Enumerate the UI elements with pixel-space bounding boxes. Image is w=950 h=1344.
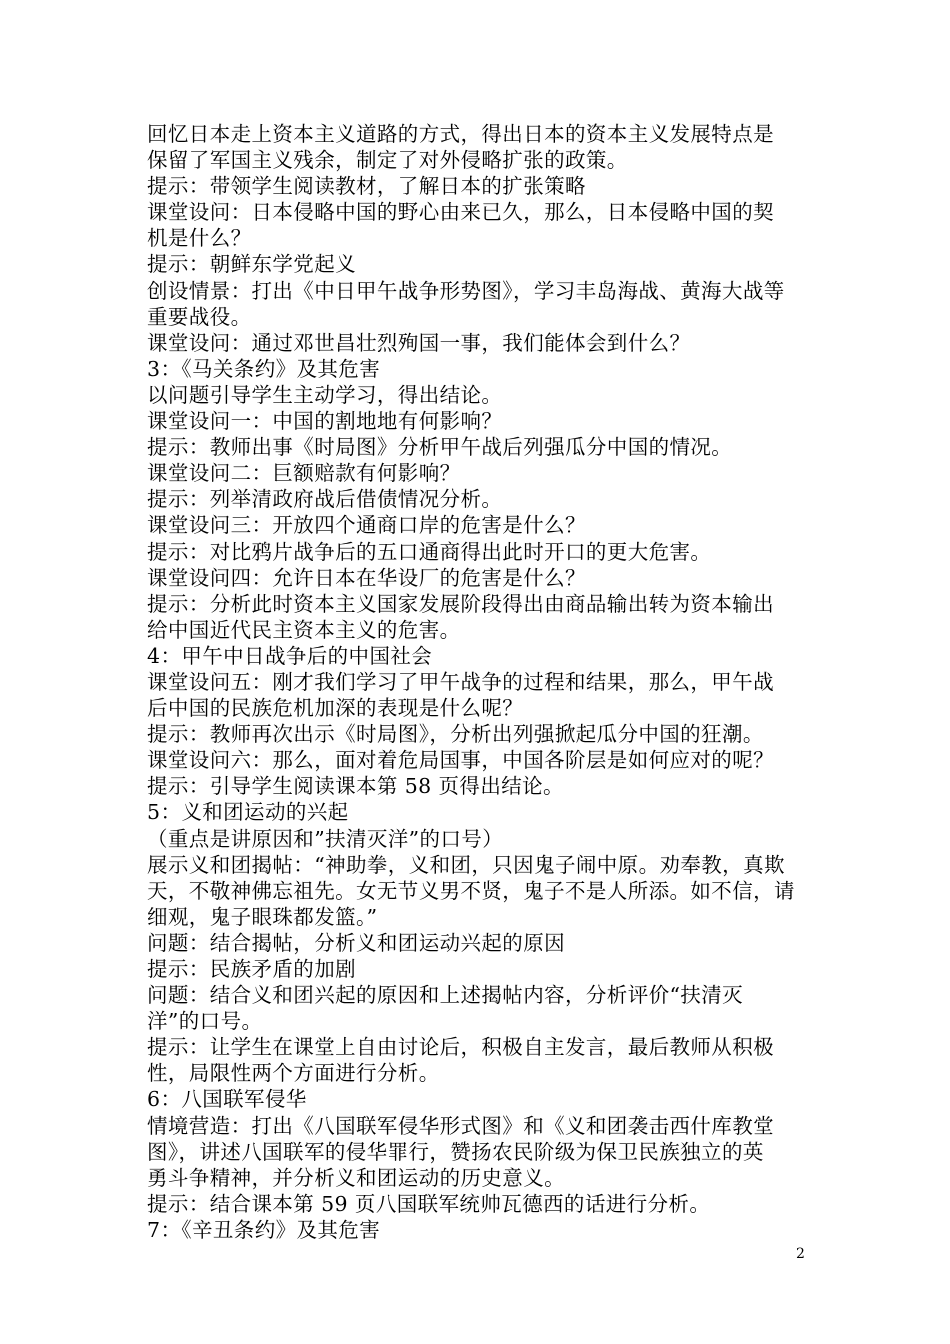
text-line: 问题：结合揭帖，分析义和团运动兴起的原因 [147,930,565,955]
text-line: 洋”的口号。 [147,1009,263,1034]
body-text [147,121,812,1243]
text-line: 图》，讲述八国联军的侵华罪行，赞扬农民阶级为保卫民族独立的英 [147,1139,764,1164]
text-line: 后中国的民族危机加深的表现是什么呢？ [147,696,524,721]
text-line: 课堂设问六：那么，面对着危局国事，中国各阶层是如何应对的呢？ [147,748,774,773]
text-line: 提示：列举清政府战后借债情况分析。 [147,487,503,512]
text-line: 提示：分析此时资本主义国家发展阶段得出由商品输出转为资本输出 [147,591,774,616]
text-line: 提示：带领学生阅读教材，了解日本的扩张策略 [147,174,586,199]
page-number: 2 [796,1246,805,1262]
text-line: 以问题引导学生主动学习，得出结论。 [147,382,503,407]
text-line: 给中国近代民主资本主义的危害。 [147,617,461,642]
text-line: 提示：让学生在课堂上自由讨论后，积极自主发言，最后教师从积极 [147,1035,774,1060]
text-line: 细观，鬼子眼珠都发篮。” [147,904,378,929]
text-line: 课堂设问四：允许日本在华设厂的危害是什么？ [147,565,586,590]
section-heading: 4：甲午中日战争后的中国社会 [147,643,433,668]
text-line: 提示：结合课本第 59 页八国联军统帅瓦德西的话进行分析。 [147,1191,711,1216]
text-line: 机是什么？ [147,226,252,251]
text-line: 勇斗争精神，并分析义和团运动的历史意义。 [147,1165,565,1190]
text-line: 课堂设问一：中国的割地地有何影响？ [147,409,503,434]
text-line: 提示：对比鸦片战争后的五口通商得出此时开口的更大危害。 [147,539,712,564]
text-line: 天，不敬神佛忘祖先。女无节义男不贤，鬼子不是人所添。如不信，请 [147,878,795,903]
text-line: 提示：朝鲜东学党起义 [147,252,356,277]
text-line: 提示：教师出事《时局图》分析甲午战后列强瓜分中国的情况。 [147,435,733,460]
text-line: 问题：结合义和团兴起的原因和上述揭帖内容，分析评价“扶清灭 [147,983,744,1008]
text-line: （重点是讲原因和”扶清灭洋”的口号） [147,826,504,851]
text-line: 课堂设问：通过邓世昌壮烈殉国一事，我们能体会到什么？ [147,330,691,355]
section-heading: 5：义和团运动的兴起 [147,800,349,825]
text-line: 展示义和团揭帖：“神助拳，义和团，只因鬼子闹中原。劝奉教，真欺 [147,852,785,877]
text-line: 提示：民族矛盾的加剧 [147,957,356,981]
text-line: 创设情景：打出《中日甲午战争形势图》，学习丰岛海战、黄海大战等 [147,278,785,303]
text-line: 课堂设问：日本侵略中国的野心由来已久，那么，日本侵略中国的契 [147,200,774,225]
text-line: 情境营造：打出《八国联军侵华形式图》和《义和团袭击西什库教堂 [147,1113,774,1138]
section-heading: 6：八国联军侵华 [147,1087,307,1112]
text-line: 课堂设问三：开放四个通商口岸的危害是什么？ [147,513,586,538]
text-line: 提示：引导学生阅读课本第 58 页得出结论。 [147,774,564,799]
section-heading: 3：《马关条约》及其危害 [147,356,381,381]
text-line: 保留了军国主义残余，制定了对外侵略扩张的政策。 [147,148,628,173]
text-line: 重要战役。 [147,304,252,329]
text-line: 课堂设问二：巨额赔款有何影响？ [147,461,461,486]
text-line: 课堂设问五：刚才我们学习了甲午战争的过程和结果，那么，甲午战 [147,669,774,694]
text-line: 回忆日本走上资本主义道路的方式，得出日本的资本主义发展特点是 [147,122,774,146]
text-line: 性，局限性两个方面进行分析。 [147,1061,440,1086]
text-line: 提示：教师再次出示《时局图》，分析出列强掀起瓜分中国的狂潮。 [147,722,764,747]
section-heading: 7：《辛丑条约》及其危害 [147,1217,381,1242]
